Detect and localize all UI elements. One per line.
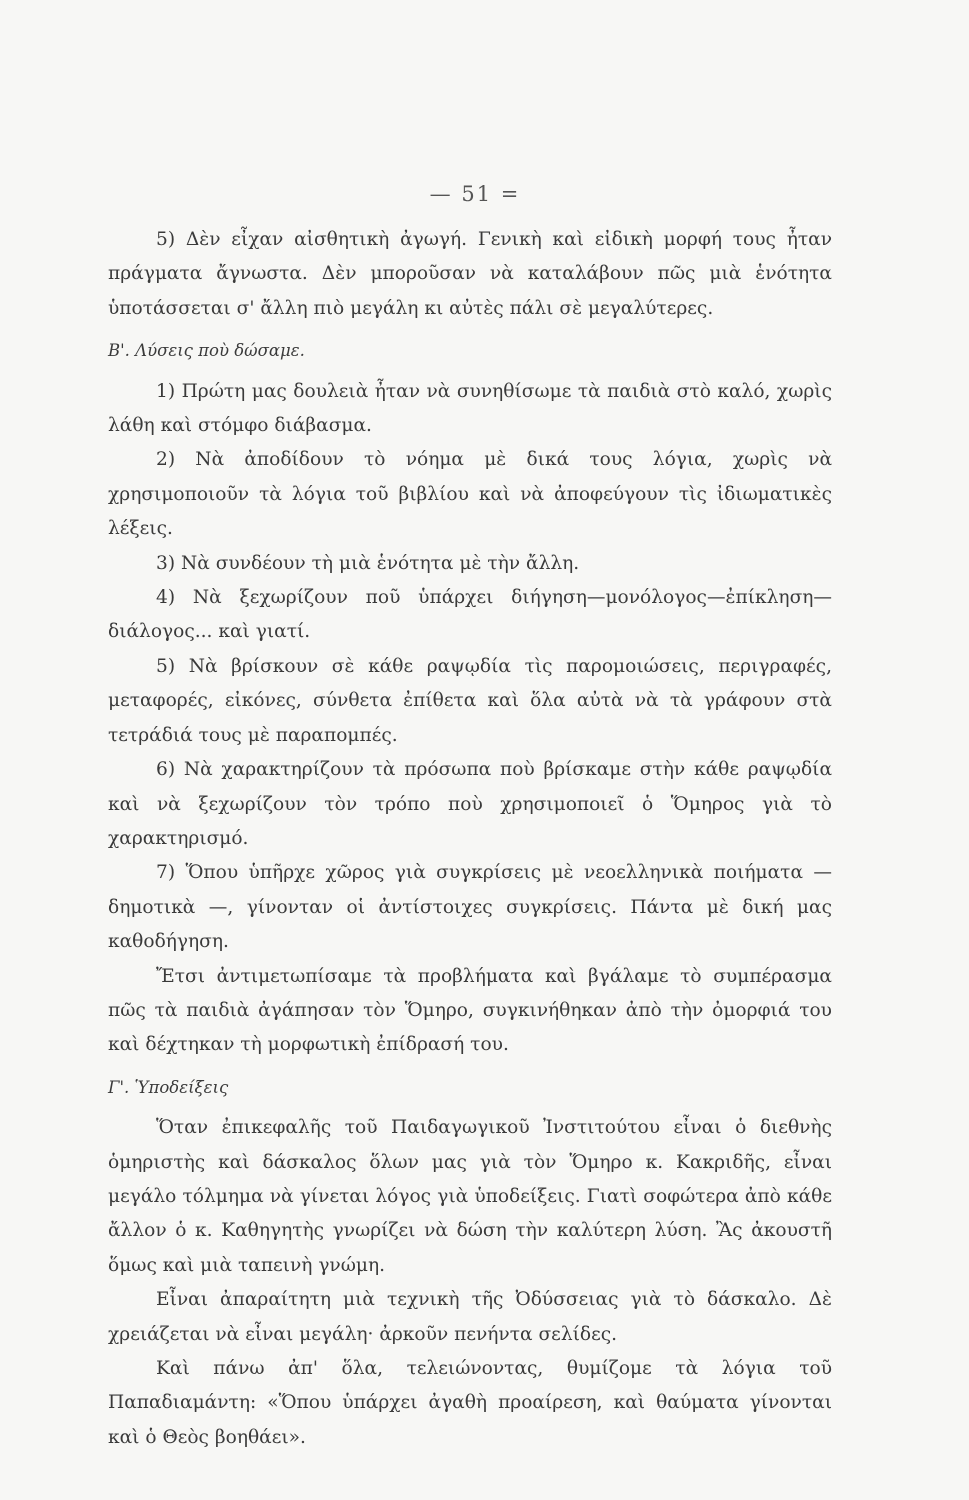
paragraph: 1) Πρώτη μας δουλειὰ ἦταν νὰ συνηθίσωμε τὰ παιδιὰ στὸ καλό, χωρὶς λάθη καὶ στόμφο διάβασμα. <box>108 380 832 437</box>
section-heading-b: Β'. Λύσεις ποὺ δώσαμε. <box>108 341 305 361</box>
section-heading-c: Γ'. Ὑποδείξεις <box>108 1077 229 1097</box>
paragraph: 7) Ὅπου ὑπῆρχε χῶρος γιὰ συγκρίσεις μὲ νεοελληνικὰ ποιήματα — δημοτικὰ —, γίνονταν οἱ ἀντίστοιχες συγκρίσεις. Πάντα μὲ δική μας καθοδήγηση. <box>108 862 832 953</box>
paragraph: 6) Νὰ χαρακτηρίζουν τὰ πρόσωπα ποὺ βρίσκαμε στὴν κάθε ραψῳδία καὶ νὰ ξεχωρίζουν τὸν τρόπο ποὺ χρησιμοποιεῖ ὁ Ὅμηρος γιὰ τὸ χαρακτηρισμό. <box>108 759 832 849</box>
paragraph: 5) Δὲν εἶχαν αἰσθητικὴ ἀγωγή. Γενικὴ καὶ εἰδικὴ μορφή τους ἦταν πράγματα ἄγνωστα. Δὲν μποροῦσαν νὰ καταλάβουν πῶς μιὰ ἑνότητα ὑποτάσσεται σ' ἄλλη πιὸ μεγάλη κι αὐτὲς πάλι σὲ μεγαλύτερες. <box>108 229 832 319</box>
paragraph: Εἶναι ἀπαραίτητη μιὰ τεχνικὴ τῆς Ὀδύσσειας γιὰ τὸ δάσκαλο. Δὲ χρειάζεται νὰ εἶναι μεγάλη· ἀρκοῦν πενήντα σελίδες. <box>108 1289 832 1345</box>
paragraph: Καὶ πάνω ἀπ' ὅλα, τελειώνοντας, θυμίζομε τὰ λόγια τοῦ Παπαδιαμάντη: «Ὅπου ὑπάρχει ἀγαθὴ προαίρεση, καὶ θαύματα γίνονται καὶ ὁ Θεὸς βοηθάει». <box>108 1358 832 1448</box>
page-body <box>108 223 832 1455</box>
paragraph: Ὅταν ἐπικεφαλῆς τοῦ Παιδαγωγικοῦ Ἰνστιτούτου εἶναι ὁ διεθνὴς ὁμηριστὴς καὶ δάσκαλος ὅλων μας γιὰ τὸν Ὅμηρο κ. Κακριδῆς, εἶναι μεγάλο τόλμημα νὰ γίνεται λόγος γιὰ ὑποδείξεις. Γιατὶ σοφώτερα ἀπὸ κάθε ἄλλον ὁ κ. Καθηγητὴς γνωρίζει νὰ δώση τὴν καλύτερη λύση. Ἂς ἀκουστῆ ὅμως καὶ μιὰ ταπεινὴ γνώμη. <box>108 1117 832 1276</box>
page-number: — 51 = <box>429 182 521 206</box>
paragraph: Ἔτσι ἀντιμετωπίσαμε τὰ προβλήματα καὶ βγάλαμε τὸ συμπέρασμα πῶς τὰ παιδιὰ ἀγάπησαν τὸν Ὅμηρο, συγκινήθηκαν ἀπὸ τὴν ὀμορφιά του καὶ δέχτηκαν τὴ μορφωτικὴ ἐπίδρασή του. <box>108 965 832 1056</box>
paragraph: 5) Νὰ βρίσκουν σὲ κάθε ραψῳδία τὶς παρομοιώσεις, περιγραφές, μεταφορές, εἰκόνες, σύνθετα ἐπίθετα καὶ ὅλα αὐτὰ νὰ τὰ γράφουν στὰ τετράδιά τους μὲ παραπομπές. <box>108 655 832 746</box>
paragraph: 2) Νὰ ἀποδίδουν τὸ νόημα μὲ δικά τους λόγια, χωρὶς νὰ χρησιμοποιοῦν τὰ λόγια τοῦ βιβλίου καὶ νὰ ἀποφεύγουν τὶς ἰδιωματικὲς λέξεις. <box>108 449 832 540</box>
paragraph: 4) Νὰ ξεχωρίζουν ποῦ ὑπάρχει διήγηση—μονόλογος—ἐπίκληση—διάλογος... καὶ γιατί. <box>108 587 832 643</box>
paragraph: 3) Νὰ συνδέουν τὴ μιὰ ἑνότητα μὲ τὴν ἄλλη. <box>156 552 580 574</box>
